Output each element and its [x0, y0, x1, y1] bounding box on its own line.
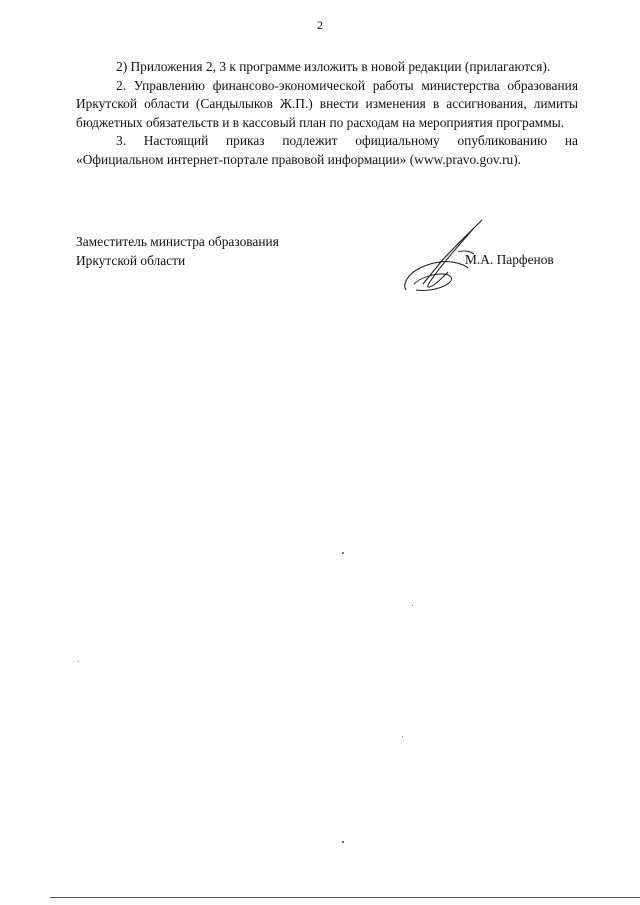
- page-number: 2: [317, 18, 323, 32]
- scan-speck: [342, 841, 344, 843]
- scan-edge-line: [50, 897, 640, 898]
- signatory-position-line2: Иркутской области: [76, 253, 186, 268]
- paragraph-publication: 3. Настоящий приказ подлежит официальному опубликованию на «Официальном интернет-портале правовой информации» (www.pravo.gov.ru).: [76, 133, 578, 167]
- signatory-position-line1: Заместитель министра образования: [76, 234, 279, 249]
- signatory-position: [76, 232, 279, 270]
- paragraph-finance-department: 2. Управлению финансово-экономической работы министерства образования Иркутской области (Сандылыков Ж.П.) внести изменения в ассигнования, лимиты бюджетных обязательств и в кассовый план по расходам на мероприятия программы.: [76, 77, 578, 130]
- scan-speck: [402, 736, 403, 737]
- signatory-name: М.А. Парфенов: [465, 252, 554, 267]
- paragraph-appendices: 2) Приложения 2, 3 к программе изложить в новой редакции (прилагаются).: [116, 59, 551, 74]
- scan-speck: [412, 605, 413, 606]
- scan-speck: [78, 661, 79, 662]
- scan-speck: [342, 552, 344, 554]
- document-body: [76, 58, 578, 169]
